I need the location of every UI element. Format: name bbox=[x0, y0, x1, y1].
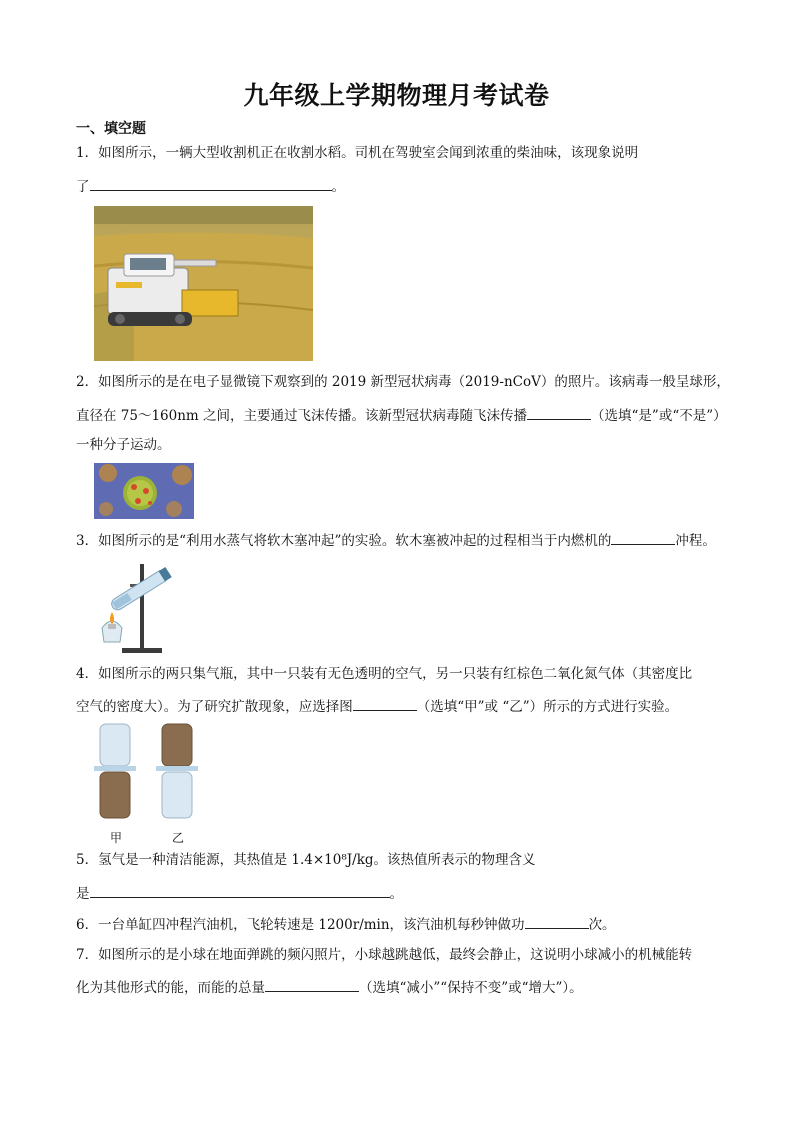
q1-text-line2 bbox=[76, 175, 752, 197]
q5-answer-blank[interactable] bbox=[90, 882, 390, 898]
q1-suffix: 。 bbox=[331, 179, 345, 195]
harvester-image bbox=[94, 206, 313, 361]
bottle-label-a: 甲 bbox=[110, 831, 123, 845]
q4-suffix: （选填“甲”或 “乙”）所示的方式进行实验。 bbox=[416, 699, 679, 715]
q3-suffix: 冲程。 bbox=[675, 533, 716, 549]
q1-prefix: 了 bbox=[76, 179, 90, 195]
q2-text-line2 bbox=[76, 404, 752, 426]
q6-suffix: 次。 bbox=[588, 917, 616, 933]
q7-answer-blank[interactable] bbox=[265, 976, 359, 992]
q2-text-line1: 2．如图所示的是在电子显微镜下观察到的 2019 新型冠状病毒（2019-nCoV）的照片。该病毒一般呈球形， bbox=[76, 374, 730, 390]
q4-answer-blank[interactable] bbox=[353, 695, 417, 711]
q2-suffix: （选填“是”或“不是”） bbox=[591, 408, 727, 424]
q1-text-line1: 1．如图所示，一辆大型收割机正在收割水稻。司机在驾驶室会闻到浓重的柴油味，该现象说明 bbox=[76, 145, 639, 161]
q7-text-line2 bbox=[76, 976, 752, 998]
q7-text-line1: 7．如图所示的是小球在地面弹跳的频闪照片，小球越跳越低，最终会静止，这说明小球减小的机械能转 bbox=[76, 947, 693, 963]
coronavirus-image bbox=[94, 463, 194, 519]
gas-bottles-image bbox=[94, 722, 204, 826]
q2-text-line3: 一种分子运动。 bbox=[76, 437, 171, 453]
page-title: 九年级上学期物理月考试卷 bbox=[243, 81, 550, 110]
q2-answer-blank[interactable] bbox=[527, 404, 591, 420]
steam-cork-apparatus-image bbox=[94, 556, 178, 654]
q4-text-line1: 4．如图所示的两只集气瓶，其中一只装有无色透明的空气，另一只装有红棕色二氧化氮气体（其密度比 bbox=[76, 666, 693, 682]
q3-prefix: 3．如图所示的是“利用水蒸气将软木塞冲起”的实验。软木塞被冲起的过程相当于内燃机的 bbox=[76, 533, 612, 549]
q3-answer-blank[interactable] bbox=[611, 529, 675, 545]
q6-answer-blank[interactable] bbox=[525, 913, 589, 929]
q2-prefix: 直径在 75～160nm 之间，主要通过飞沫传播。该新型冠状病毒随飞沫传播 bbox=[76, 408, 528, 424]
q6-prefix: 6．一台单缸四冲程汽油机，飞轮转速是 1200r/min，该汽油机每秒钟做功 bbox=[76, 917, 525, 933]
q3-text-line1 bbox=[76, 529, 752, 551]
q5-text-line2 bbox=[76, 882, 752, 904]
q5-prefix: 是 bbox=[76, 886, 90, 902]
q7-prefix: 化为其他形式的能，而能的总量 bbox=[76, 980, 265, 996]
section-heading: 一、填空题 bbox=[76, 121, 146, 137]
q4-prefix: 空气的密度大）。为了研究扩散现象，应选择图 bbox=[76, 699, 353, 715]
q5-suffix: 。 bbox=[389, 886, 403, 902]
q1-answer-blank[interactable] bbox=[90, 175, 332, 191]
q7-suffix: （选填“减小”“保持不变”或“增大”）。 bbox=[359, 980, 583, 996]
q4-text-line2 bbox=[76, 695, 752, 717]
q6-text-line1 bbox=[76, 913, 752, 935]
bottle-label-b: 乙 bbox=[172, 831, 185, 845]
q5-text-line1: 5．氢气是一种清洁能源，其热值是 1.4×10⁸J/kg。该热值所表示的物理含义 bbox=[76, 852, 536, 868]
